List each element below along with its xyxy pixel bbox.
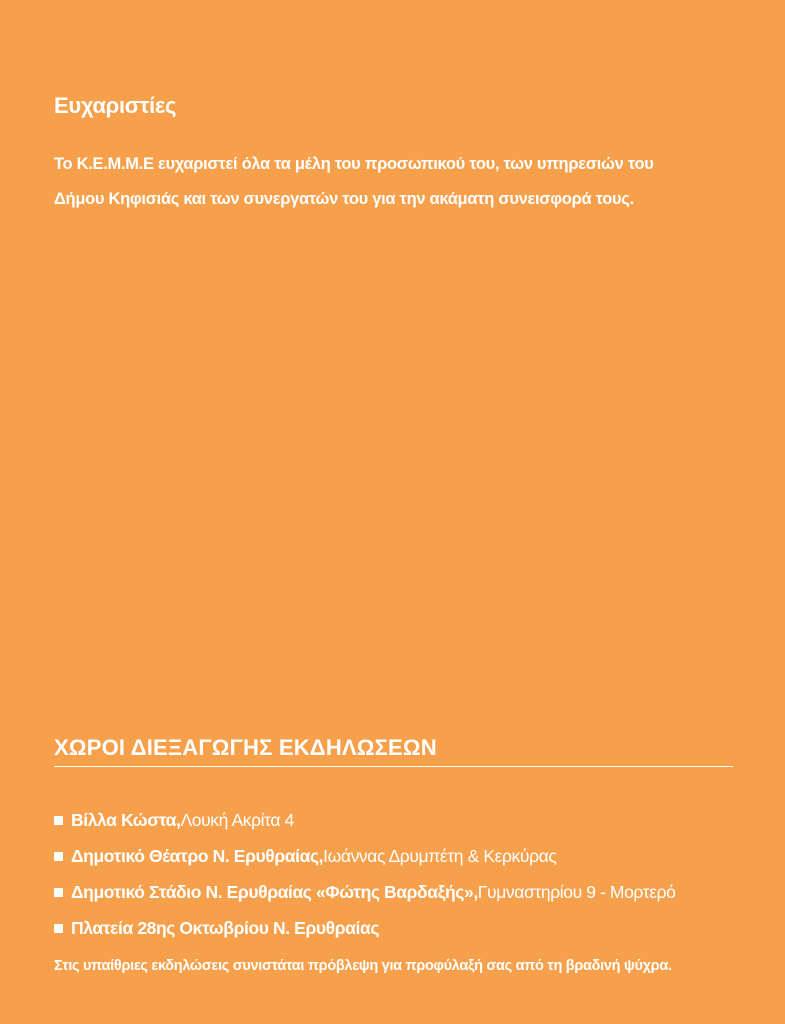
thanks-line-2: Δήμου Κηφισιάς και των συνεργατών του για την ακάματη συνεισφορά τους.	[54, 190, 634, 208]
venue-separator: ,	[473, 881, 478, 902]
venue-name: Δημοτικό Θέατρο Ν. Ερυθραίας	[71, 845, 319, 866]
square-bullet-icon	[54, 852, 63, 861]
outdoor-events-note: Στις υπαίθριες εκδηλώσεις συνιστάται πρόβλεψη για προφύλαξή σας από τη βραδινή ψύχρα.	[54, 958, 672, 974]
venue-address: Λουκή Ακρίτα 4	[180, 809, 294, 830]
venue-item-28-october-square	[54, 910, 676, 946]
venues-divider	[54, 766, 733, 767]
venues-heading: ΧΩΡΟΙ ΔΙΕΞΑΓΩΓΗΣ ΕΚΔΗΛΩΣΕΩΝ	[54, 735, 437, 760]
venue-name: Βίλλα Κώστα	[71, 809, 177, 830]
venue-item-municipal-theatre	[54, 838, 676, 874]
venue-name: Πλατεία 28ης Οκτωβρίου Ν. Ερυθραίας	[71, 917, 380, 938]
venue-separator: ,	[176, 809, 181, 830]
square-bullet-icon	[54, 816, 63, 825]
venue-address: Γυμναστηρίου 9 - Μορτερό	[477, 881, 676, 902]
venue-separator: ,	[318, 845, 324, 866]
square-bullet-icon	[54, 924, 63, 933]
venue-address: Ιωάννας Δρυμπέτη & Κερκύρας	[323, 845, 557, 866]
venue-name: Δημοτικό Στάδιο Ν. Ερυθραίας «Φώτης Βαρδαξής»	[71, 881, 474, 902]
thanks-paragraph	[54, 147, 734, 217]
venue-item-municipal-stadium	[54, 874, 676, 910]
venue-item-villa-kosta	[54, 802, 676, 838]
thanks-line-1: Το Κ.Ε.Μ.Μ.Ε ευχαριστεί όλα τα μέλη του προσωπικού του, των υπηρεσιών του	[54, 155, 654, 173]
venue-list	[54, 802, 676, 946]
thanks-heading: Ευχαριστίες	[54, 93, 177, 118]
square-bullet-icon	[54, 888, 63, 897]
